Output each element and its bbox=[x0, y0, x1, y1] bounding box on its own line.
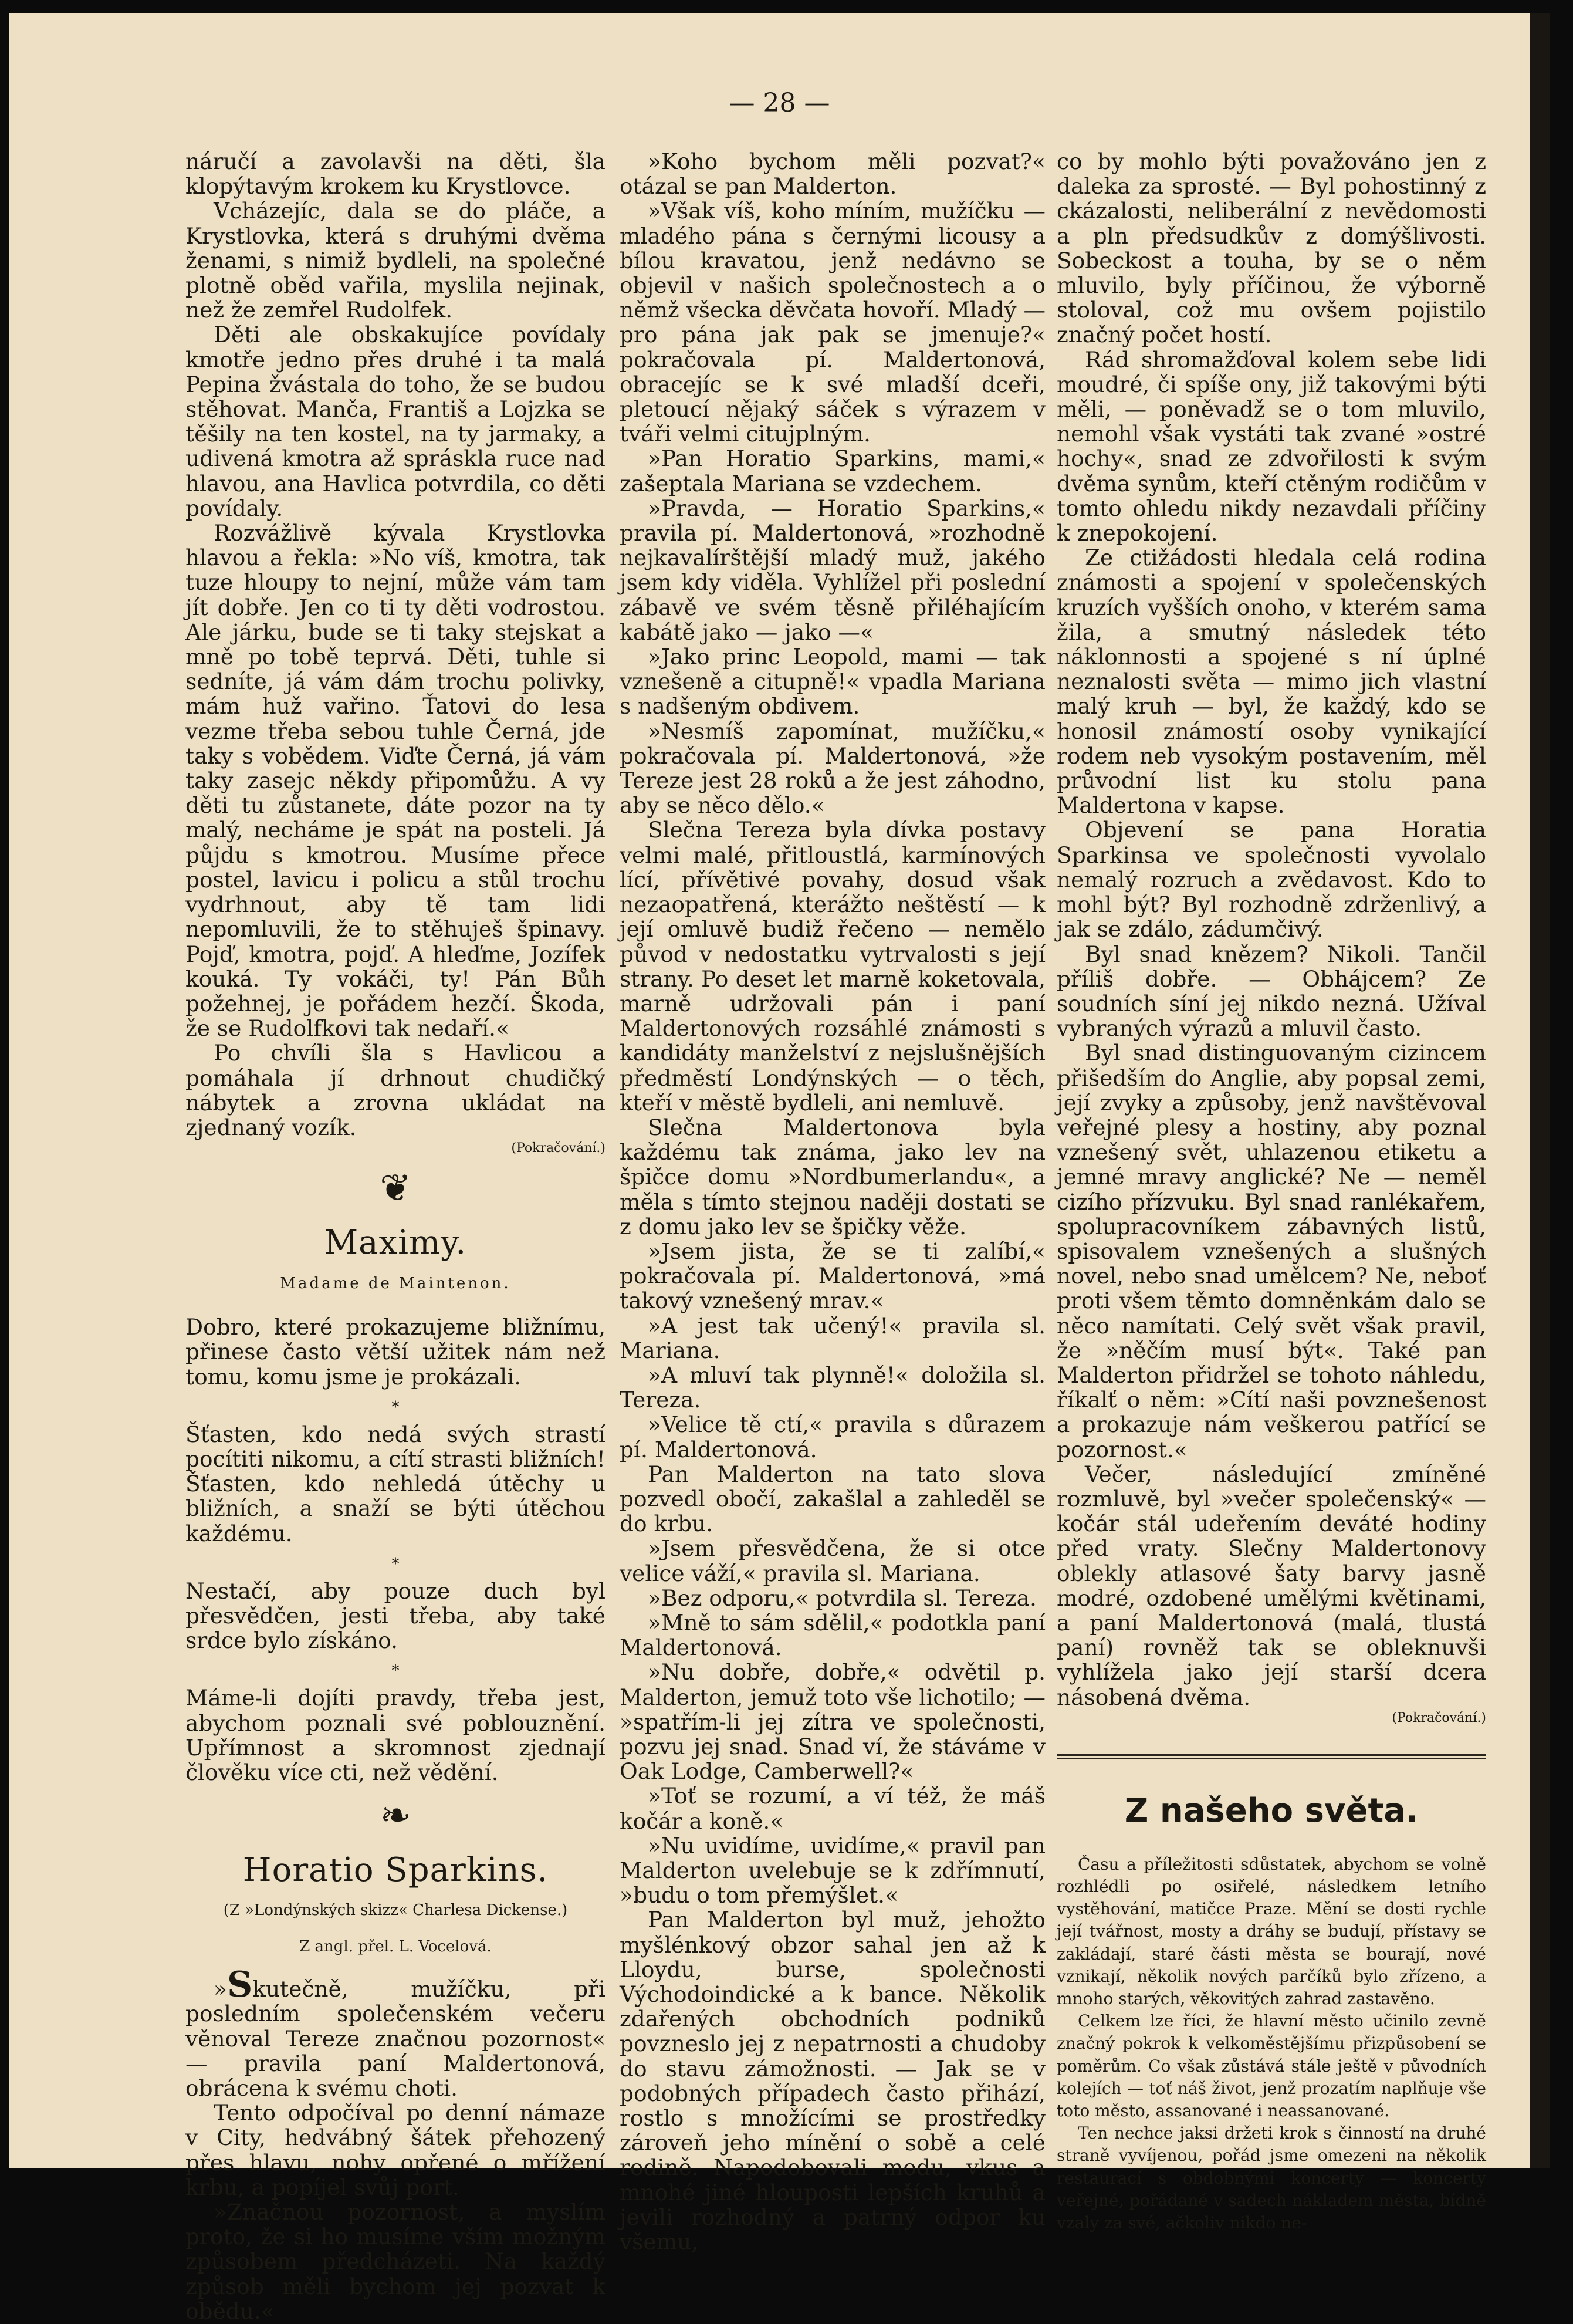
column-right bbox=[1057, 149, 1486, 2234]
star-separator: * bbox=[391, 1555, 400, 1573]
story-paragraph: Vcházejíc, dala se do pláče, a Krystlovka, která s druhými dvěma ženami, s nimiž bydleli, na společné plotně oběd vařila, myslila nejinak, než že zemřel Rudolfek. bbox=[185, 198, 605, 323]
world-paragraph: Ten nechce jaksi držeti krok s činností na druhé straně vyvíjenou, pořád jsme omezeni na několik restaurací s obdobnými koncerty — koncerty veřejné, pořádané v sadech nákladem města, bídně vzaly za své, ačkoliv nikdo ne- bbox=[1057, 2123, 1486, 2233]
scan-edge bbox=[1530, 13, 1550, 2168]
continued-note: (Pokračování.) bbox=[511, 1141, 605, 1156]
column-middle bbox=[620, 149, 1046, 2254]
maximy-author: Madame de Maintenon. bbox=[280, 1275, 511, 1293]
source-line: (Z »Londýnských skizz« Charlesa Dickense.) bbox=[223, 1901, 568, 1920]
page-number: — 28 — bbox=[729, 88, 830, 118]
sparkins-intro: »Skutečně, mužíčku, při posledním společenském večeru věnoval Tereze značnou pozornost« — pravila paní Maldertonová, obrácena k svému choti. bbox=[185, 1964, 605, 2101]
story-paragraph: »Nu dobře, dobře,« odvětil p. Malderton, jemuž toto vše lichotilo; — »spatřím-li jej zítra ve společnosti, pozvu jej snad. Snad ví, že stáváme v Oak Lodge, Camberwell?« bbox=[620, 1659, 1046, 1785]
star-separator: * bbox=[391, 1398, 400, 1416]
story-paragraph: »Jako princ Leopold, mami — tak vznešeně a citupně!« vpadla Mariana s nadšeným obdivem. bbox=[620, 644, 1046, 720]
story-paragraph: Rozvážlivě kývala Krystlovka hlavou a řekla: »No víš, kmotra, tak tuze hloupy to nejní, může vám tam jít dobře. Jen co ti ty děti vodrostou. Ale járku, bude se ti taky stejskat a mně po tobě teprvá. Děti, tuhle si sedníte, já vám dám trochu polivky, mám huž vařino. Ťatovi do lesa vezme třeba sebou tuhle Černá, jde taky s vobědem. Viďte Černá, já vám taky zasejc někdy připomůžu. A vy děti tu zůstanete, dáte pozor na ty malý, necháme je spát na posteli. Já půjdu s kmotrou. Musíme přece postel, lavicu i policu a stůl trochu vydrhnout, aby tě tam lidi nepomluvili, že to stěhuješ špinavy. Pojď, kmotra, pojď. A hleďme, Jozífek kouká. Ty vokáči, ty! Pán Bůh požehnej, je pořádem hezčí. Škoda, že se Rudolfkovi tak nedaří.« bbox=[185, 520, 605, 1042]
section-divider-thin bbox=[1057, 1758, 1486, 1759]
story-paragraph: »Bez odporu,« potvrdila sl. Tereza. bbox=[648, 1585, 1037, 1611]
story-paragraph: »Nesmíš zapomínat, mužíčku,« pokračovala pí. Maldertonová, »že Tereze jest 28 roků a že jest záhodno, aby se něco dělo.« bbox=[620, 718, 1046, 819]
column-left bbox=[185, 149, 605, 2323]
story-paragraph: »Nu uvidíme, uvidíme,« pravil pan Malderton uvelebuje se k zdřímnutí, »budu o tom přemýšlet.« bbox=[620, 1832, 1046, 1908]
story-paragraph: co by mohlo býti považováno jen z daleka za sprosté. — Byl pohostinný z ckázalosti, neliberální z nevědomosti a pln předsudkův z domýšlivosti. Sobeckost a touha, by se o něm mluvilo, byly příčinou, že výborně stoloval, což mu ovšem pojistilo značný počet hostí. bbox=[1057, 148, 1486, 348]
story-paragraph: Byl snad knězem? Nikoli. Tančil příliš dobře. — Obhájcem? Ze soudních síní jej nikdo nezná. Užíval vybraných výrazů a mluvil často. bbox=[1057, 941, 1486, 1042]
maxim-text: Dobro, které prokazujeme bližnímu, přinese často větší užitek nám než tomu, komu jsme je prokázali. bbox=[185, 1314, 605, 1390]
sparkins-title: Horatio Sparkins. bbox=[242, 1851, 549, 1890]
world-paragraph: Času a příležitosti sdůstatek, abychom se volně rozhlédli po osiřelé, následkem letního vystěhování, matičce Praze. Mění se dosti rychle její tvářnost, mosty a dráhy se budují, přístavy se zakládají, staré části města se bourají, nové vznikají, několik nových parčíků bylo zřízeno, a mnoho starých, věkovitých zahrad zastavěno. bbox=[1057, 1854, 1486, 2009]
story-paragraph: Slečna Maldertonova byla každému tak známa, jako lev na špičce domu »Nordbumerlandu«, a měla s tímto stejnou naději dostati se z domu jako lev se špičky věže. bbox=[620, 1114, 1046, 1239]
continued-note: (Pokračování.) bbox=[1392, 1710, 1486, 1725]
story-paragraph: »Mně to sám sdělil,« podotkla paní Maldertonová. bbox=[620, 1609, 1046, 1661]
story-paragraph: »Však víš, koho míním, mužíčku — mladého pána s černými licousy a bílou kravatou, jenž nedávno se objevil v našich společnostech a o němž všecka děvčata hovoří. Mladý — pro pána jak pak se jmenuje?« pokračovala pí. Maldertonová, obracejíc se k své mladší dceři, pletoucí nějaký sáček s výrazem v tváři velmi citujplným. bbox=[620, 198, 1046, 447]
newspaper-page bbox=[9, 13, 1550, 2324]
story-paragraph: Děti ale obskakujíce povídaly kmotře jedno přes druhé i ta malá Pepina žvástala do toho, že se budou stěhovat. Manča, Františ a Lojzka se těšily na ten kostel, na ty jarmaky, a udivená kmotra až spráskla ruce nad hlavou, ana Havlica potvrdila, co děti povídaly. bbox=[185, 322, 605, 521]
story-paragraph: Objevení se pana Horatia Sparkinsa ve společnosti vyvolalo nemalý rozruch a zvědavost. Kdo to mohl být? Byl rozhodně zdrženlivý, a jak se zdálo, zádumčivý. bbox=[1057, 817, 1486, 943]
story-paragraph: Ze ctižádosti hledala celá rodina známosti a spojení v společenských kruzích vyšších onoho, v kterém sama žila, a smutný následek této náklonnosti a spojené s ní úplné neznalosti světa — mimo jich vlastní malý kruh — byl, že každý, kdo se honosil známostí osoby vynikající rodem neb vysokým postavením, měl průvodní list ku stolu pana Maldertona v kapse. bbox=[1057, 545, 1486, 819]
leaf-ornament-icon: ❦ bbox=[380, 1167, 411, 1211]
maxim-text: Šťasten, kdo nedá svých strastí pocítiti nikomu, a cítí strasti bližních! Šťasten, kdo nehledá útěchy u bližních, a snaží se býti útěchou každému. bbox=[185, 1421, 605, 1546]
story-paragraph: »A jest tak učený!« pravila sl. Mariana. bbox=[620, 1312, 1046, 1363]
translator-line: Z angl. přel. L. Vocelová. bbox=[299, 1938, 492, 1956]
star-separator: * bbox=[391, 1662, 400, 1680]
story-paragraph: Večer, následující zmíněné rozmluvě, byl »večer společenský« — kočár stál udeřením deváté hodiny před vraty. Slečny Maldertonovy oblekly atlasové šaty barvy jasně modré, ozdobené umělými květinami, a paní Maldertonová (malá, tlustá paní) rovněž tak se obleknuvši vyhlížela jako její starší dcera násobená dvěma. bbox=[1057, 1461, 1486, 1710]
maxim-text: Máme-li dojíti pravdy, třeba jest, abychom poznali své poblouznění. Upřímnost a skromnost zjednají člověku více cti, než vědění. bbox=[185, 1685, 605, 1785]
story-paragraph: »Jsem jista, že se ti zalíbí,« pokračovala pí. Maldertonová, »má takový vznešený mrav.« bbox=[620, 1238, 1046, 1314]
story-paragraph: »Pan Horatio Sparkins, mami,« zašeptala Mariana se vzdechem. bbox=[620, 445, 1046, 496]
story-paragraph: Slečna Tereza byla dívka postavy velmi malé, přitloustlá, karmínových lící, přívětivé povahy, dosud však nezaopatřená, kterážto neštěstí — k její omluvě budiž řečeno — nemělo původ v nedostatku vytrvalosti s její strany. Po deset let marně koketovala, marně udržovali pán i paní Maldertonových rozsáhlé známosti s kandidáty manželství z nejslušnějších předměstí Londýnských — o těch, kteří v městě bydleli, ani nemluvě. bbox=[620, 817, 1046, 1116]
story-paragraph: Rád shromažďoval kolem sebe lidi moudré, či spíše ony, již takovými býti měli, — poněvadž se o tom mluvilo, nemohl však vystáti tak zvané »ostré hochy«, snad ze zdvořilosti k svým dvěma synům, kteří ctěným rodičům v tomto ohledu nikdy nezavdali příčiny k znepokojení. bbox=[1057, 346, 1486, 546]
story-paragraph: náručí a zavolavši na děti, šla klopýtavým krokem ku Krystlovce. bbox=[185, 148, 605, 200]
story-paragraph: Pan Malderton byl muž, jehožto myšlénkový obzor sahal jen až k Lloydu, burse, společnosti Východoindické a k bance. Několik zdařených obchodních podniků povzneslo jej z nepatrnosti a chudoby do stavu zámožnosti. — Jak se v podobných případech často přihází, rostlo s množícími se prostředky zároveň jeho mínění o sobě a celé rodině. Napodobovali modu, vkus a mnohé jiné hlouposti lepších kruhů a jevili rozhodný a patrný odpor ku všemu, bbox=[620, 1907, 1046, 2255]
world-section-title: Z našeho světa. bbox=[1124, 1791, 1419, 1830]
story-paragraph: »Značnou pozornost, a myslím proto, že si ho musíme vším možným způsobem předcházeti. Na každý způsob měli bychom jej pozvat k obědu.« bbox=[185, 2199, 605, 2324]
story-paragraph: »A mluví tak plynně!« doložila sl. Tereza. bbox=[620, 1362, 1046, 1413]
story-paragraph: »Koho bychom měli pozvat?« otázal se pan Malderton. bbox=[620, 148, 1046, 200]
butterfly-ornament-icon: ❧ bbox=[380, 1794, 411, 1838]
story-paragraph: Byl snad distinguovaným cizincem přišedším do Anglie, aby popsal zemi, její zvyky a způsoby, jenž navštěvoval veřejné plesy a hostiny, aby poznal vznešený svět, uhlazenou etiketu a jemné mravy anglické? Ne — neměl cizího přízvuku. Byl snad ranlékařem, spolupracovníkem zábavných listů, spisovalem vznešených a slušných novel, nebo snad umělcem? Ne, neboť proti všem těmto domněnkám dalo se něco namítati. Celý svět však pravil, že »něčím musí být«. Také pan Malderton přidržel se tohoto náhledu, říkalť o něm: »Cítí naši povznešenost a prokazuje nám veškerou patřící se pozornost.« bbox=[1057, 1040, 1486, 1462]
section-divider bbox=[1057, 1754, 1486, 1756]
maxim-text: Nestačí, aby pouze duch byl přesvědčen, jesti třeba, aby také srdce bylo získáno. bbox=[185, 1578, 605, 1654]
story-paragraph: »Jsem přesvědčena, že si otce velice váží,« pravila sl. Mariana. bbox=[620, 1535, 1046, 1586]
world-paragraph: Celkem lze říci, že hlavní město učinilo zevně značný pokrok k velkoměstějšímu přizpůsobení se poměrům. Co však zůstává stále ještě v původních kolejích — toť náš život, jenž prozatím naplňuje vše toto město, assanované i neassanované. bbox=[1057, 2011, 1486, 2121]
drop-cap: S bbox=[226, 1964, 253, 2006]
story-paragraph: Po chvíli šla s Havlicou a pomáhala jí drhnout chudičký nábytek a zrovna ukládat na zjednaný vozík. bbox=[185, 1040, 605, 1140]
story-paragraph: Pan Malderton na tato slova pozvedl obočí, zakašlal a zahleděl se do krbu. bbox=[620, 1461, 1046, 1537]
maximy-title: Maximy. bbox=[324, 1224, 467, 1262]
story-paragraph: »Pravda, — Horatio Sparkins,« pravila pí. Maldertonová, »rozhodně nejkavalírštější mladý muž, jakého jsem kdy viděla. Vyhlížel při poslední zábavě ve svém těsně přiléhajícím kabátě jako — jako —« bbox=[620, 495, 1046, 645]
story-paragraph: Tento odpočíval po denní námaze v City, hedvábný šátek přehozený přes hlavu, nohy opřené o mřížení krbu, a popíjel svůj port. bbox=[185, 2100, 605, 2200]
story-paragraph: »Velice tě ctí,« pravila s důrazem pí. Maldertonová. bbox=[620, 1411, 1046, 1462]
story-paragraph: »Toť se rozumí, a ví též, že máš kočár a koně.« bbox=[620, 1783, 1046, 1834]
